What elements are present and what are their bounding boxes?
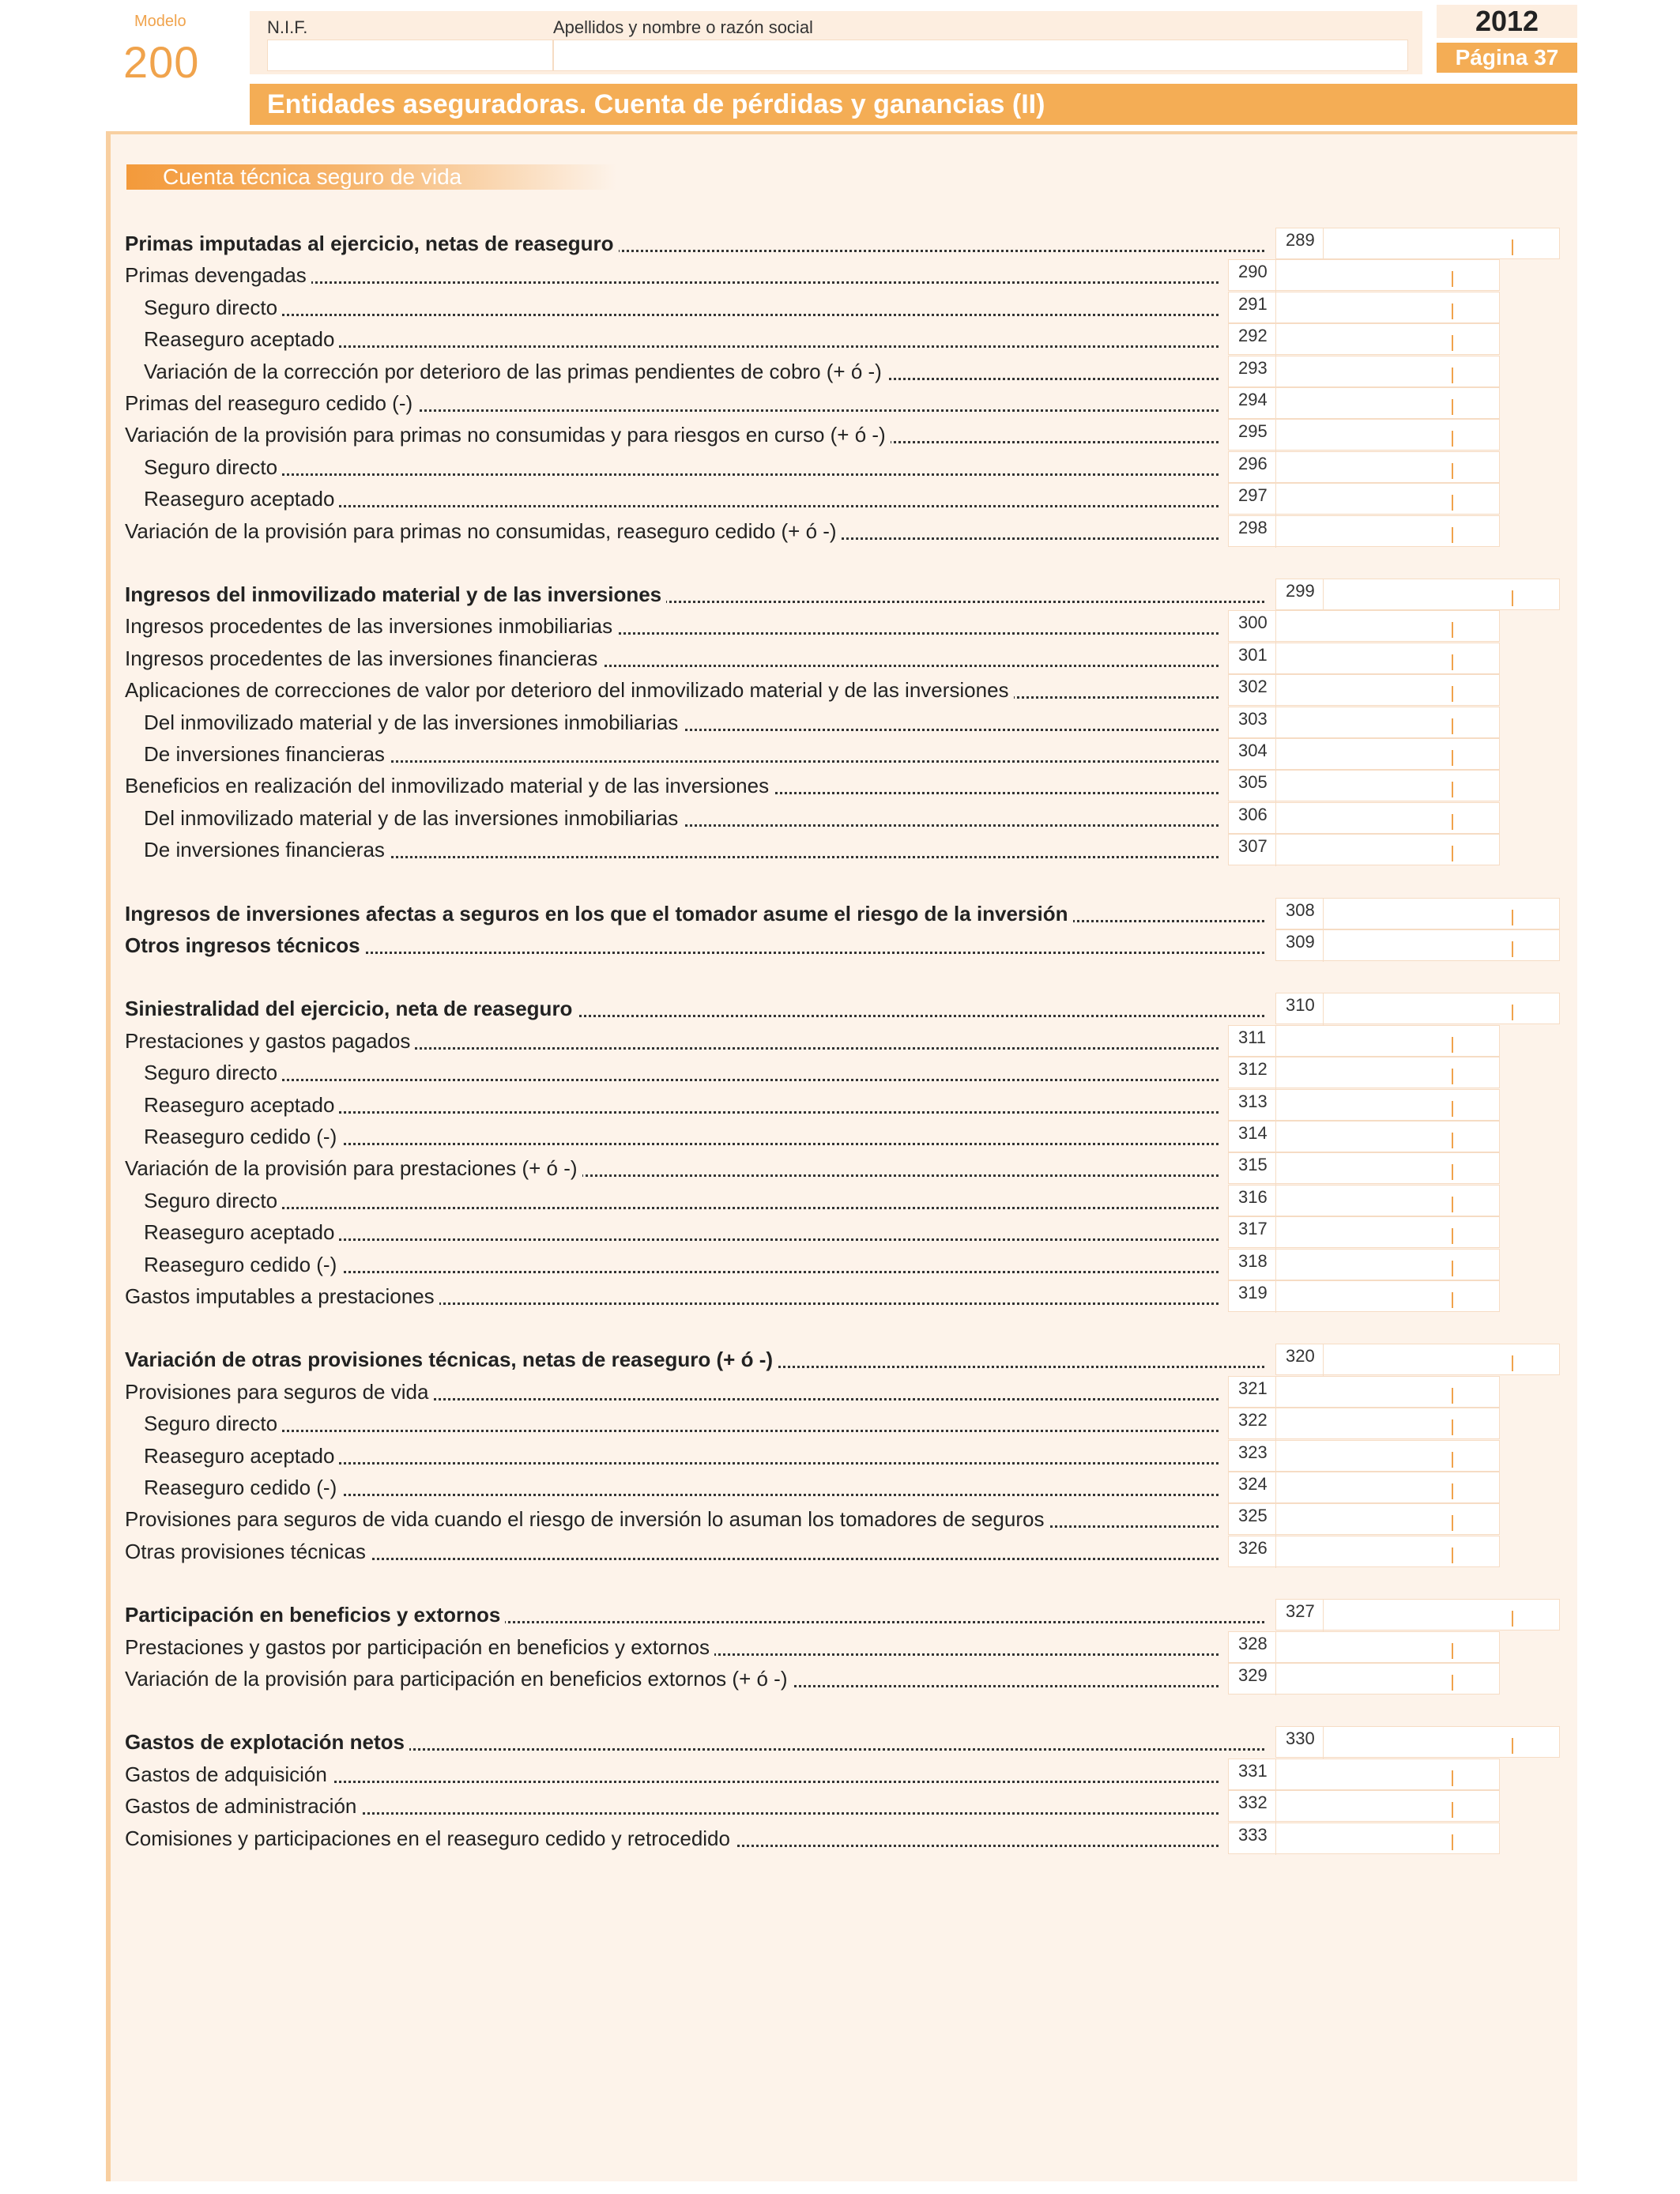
name-field[interactable]	[553, 40, 1408, 71]
dot-leader	[144, 473, 1219, 476]
form-row-308	[0, 898, 1680, 929]
row-label-text: Variación de la corrección por deterioro de las primas pendientes de cobro (+ ó -)	[144, 360, 887, 383]
row-label	[125, 579, 1264, 610]
amount-input-298[interactable]	[1276, 516, 1499, 546]
amount-box-299	[1275, 579, 1560, 610]
form-row-310	[0, 993, 1680, 1024]
amount-box-296	[1228, 451, 1500, 483]
amount-input-314[interactable]	[1276, 1122, 1499, 1152]
box-code: 301	[1229, 643, 1276, 675]
amount-input-302[interactable]	[1276, 675, 1499, 705]
row-label-text: Ingresos del inmovilizado material y de las inversiones	[125, 582, 666, 606]
amount-box-301	[1228, 643, 1500, 674]
amount-input-325[interactable]	[1276, 1504, 1499, 1534]
amount-box-328	[1228, 1631, 1500, 1663]
row-label-text: Provisiones para seguros de vida	[125, 1380, 433, 1404]
page-badge: Página 37	[1437, 43, 1577, 73]
form-row-313	[0, 1089, 1680, 1121]
amount-input-310[interactable]	[1324, 993, 1559, 1023]
box-code: 309	[1276, 930, 1324, 962]
row-label-text: De inversiones financieras	[144, 742, 390, 766]
box-code: 303	[1229, 707, 1276, 739]
amount-box-330	[1275, 1726, 1560, 1758]
row-label-text: Otras provisiones técnicas	[125, 1540, 371, 1563]
row-label	[144, 451, 1219, 483]
amount-box-318	[1228, 1249, 1500, 1280]
box-code: 299	[1276, 579, 1324, 611]
row-label	[144, 707, 1219, 738]
amount-input-307[interactable]	[1276, 835, 1499, 865]
amount-input-299[interactable]	[1324, 579, 1559, 609]
row-label	[125, 1759, 1219, 1790]
row-label-text: Seguro directo	[144, 1412, 282, 1435]
box-code: 292	[1229, 324, 1276, 356]
row-label	[125, 1726, 1264, 1758]
amount-input-324[interactable]	[1276, 1472, 1499, 1502]
form-row-305	[0, 770, 1680, 801]
row-label	[125, 643, 1219, 674]
modelo-label: Modelo	[134, 13, 186, 30]
row-label	[125, 1280, 1219, 1312]
form-row-314	[0, 1121, 1680, 1152]
row-label-text: Comisiones y participaciones en el reaseguro cedido y retrocedido	[125, 1826, 735, 1850]
form-row-293	[0, 356, 1680, 387]
row-label-text: Provisiones para seguros de vida cuando el riesgo de inversión lo asuman los tomadores de seguros	[125, 1507, 1049, 1531]
row-label	[144, 1216, 1219, 1248]
amount-input-293[interactable]	[1276, 356, 1499, 386]
row-label	[144, 834, 1219, 865]
box-code: 298	[1229, 516, 1276, 548]
amount-box-323	[1228, 1440, 1500, 1472]
row-label	[125, 898, 1264, 929]
row-label	[125, 770, 1219, 801]
row-label	[125, 993, 1264, 1024]
row-label-text: Del inmovilizado material y de las inversiones inmobiliarias	[144, 711, 683, 734]
form-row-291	[0, 292, 1680, 323]
row-label-text: Reaseguro aceptado	[144, 487, 339, 511]
amount-box-304	[1228, 738, 1500, 770]
box-code: 325	[1229, 1504, 1276, 1536]
amount-input-322[interactable]	[1276, 1408, 1499, 1438]
form-row-297	[0, 483, 1680, 515]
amount-input-292[interactable]	[1276, 324, 1499, 354]
row-label-text: Seguro directo	[144, 1061, 282, 1084]
amount-box-289	[1275, 228, 1560, 259]
amount-box-324	[1228, 1472, 1500, 1503]
form-row-321	[0, 1376, 1680, 1408]
box-code: 291	[1229, 292, 1276, 324]
form-row-324	[0, 1472, 1680, 1503]
box-code: 293	[1229, 356, 1276, 388]
row-label	[125, 259, 1219, 291]
amount-input-303[interactable]	[1276, 707, 1499, 737]
amount-input-306[interactable]	[1276, 803, 1499, 833]
row-label	[125, 674, 1219, 706]
year-badge: 2012	[1437, 5, 1577, 38]
amount-input-316[interactable]	[1276, 1186, 1499, 1216]
box-code: 290	[1229, 260, 1276, 292]
amount-input-305[interactable]	[1276, 771, 1499, 801]
amount-box-326	[1228, 1536, 1500, 1567]
amount-input-294[interactable]	[1276, 388, 1499, 418]
row-label	[144, 1440, 1219, 1472]
row-label	[125, 1152, 1219, 1184]
amount-box-325	[1228, 1503, 1500, 1535]
box-code: 326	[1229, 1536, 1276, 1568]
amount-box-290	[1228, 259, 1500, 291]
row-label-text: Reaseguro cedido (-)	[144, 1125, 341, 1148]
amount-input-320[interactable]	[1324, 1344, 1559, 1374]
amount-input-323[interactable]	[1276, 1441, 1499, 1471]
box-code: 300	[1229, 611, 1276, 643]
amount-input-329[interactable]	[1276, 1664, 1499, 1694]
amount-box-291	[1228, 292, 1500, 323]
box-code: 320	[1276, 1344, 1324, 1376]
box-code: 302	[1229, 675, 1276, 707]
row-label	[125, 1599, 1264, 1630]
form-row-329	[0, 1663, 1680, 1695]
row-label-text: De inversiones financieras	[144, 838, 390, 861]
amount-input-326[interactable]	[1276, 1536, 1499, 1566]
amount-box-315	[1228, 1152, 1500, 1184]
row-label-text: Siniestralidad del ejercicio, neta de reaseguro	[125, 997, 577, 1020]
row-label	[125, 1344, 1264, 1375]
nif-field[interactable]	[267, 40, 553, 71]
row-label	[144, 802, 1219, 834]
form-row-327	[0, 1599, 1680, 1630]
amount-box-300	[1228, 610, 1500, 642]
amount-input-296[interactable]	[1276, 452, 1499, 482]
row-label-text: Seguro directo	[144, 455, 282, 479]
dot-leader	[144, 1430, 1219, 1432]
form-row-326	[0, 1536, 1680, 1567]
amount-input-312[interactable]	[1276, 1057, 1499, 1088]
row-label-text: Gastos de administración	[125, 1794, 361, 1818]
box-code: 323	[1229, 1441, 1276, 1472]
row-label	[144, 483, 1219, 515]
amount-input-300[interactable]	[1276, 611, 1499, 641]
box-code: 311	[1229, 1026, 1276, 1057]
row-label-text: Beneficios en realización del inmovilizado material y de las inversiones	[125, 774, 774, 797]
box-code: 324	[1229, 1472, 1276, 1504]
amount-box-310	[1275, 993, 1560, 1024]
row-label-text: Reaseguro cedido (-)	[144, 1476, 341, 1499]
form-row-316	[0, 1185, 1680, 1216]
row-label-text: Gastos de adquisición	[125, 1762, 332, 1786]
row-label	[144, 1408, 1219, 1439]
row-label	[125, 1025, 1219, 1057]
box-code: 310	[1276, 993, 1324, 1025]
row-label-text: Reaseguro cedido (-)	[144, 1253, 341, 1276]
row-label-text: Reaseguro aceptado	[144, 1220, 339, 1244]
amount-input-289[interactable]	[1324, 228, 1559, 258]
row-label	[144, 356, 1219, 387]
amount-box-309	[1275, 929, 1560, 961]
row-label-text: Ingresos procedentes de las inversiones financieras	[125, 647, 602, 670]
amount-box-311	[1228, 1025, 1500, 1057]
amount-box-308	[1275, 898, 1560, 929]
row-label	[144, 1089, 1219, 1121]
form-row-319	[0, 1280, 1680, 1312]
form-row-332	[0, 1790, 1680, 1822]
page-title: Entidades aseguradoras. Cuenta de pérdidas y ganancias (II)	[250, 84, 1577, 125]
box-code: 330	[1276, 1727, 1324, 1759]
row-label	[125, 1790, 1219, 1822]
row-label-text: Prestaciones y gastos por participación en beneficios y extornos	[125, 1635, 714, 1659]
amount-box-298	[1228, 515, 1500, 547]
row-label	[125, 1823, 1219, 1854]
row-label-text: Reaseguro aceptado	[144, 1444, 339, 1468]
row-label-text: Aplicaciones de correcciones de valor por deterioro del inmovilizado material y de las inversiones	[125, 678, 1014, 702]
box-code: 312	[1229, 1057, 1276, 1089]
box-code: 322	[1229, 1408, 1276, 1440]
amount-input-311[interactable]	[1276, 1026, 1499, 1056]
section-title: Cuenta técnica seguro de vida	[126, 164, 616, 190]
form-row-300	[0, 610, 1680, 642]
amount-input-327[interactable]	[1324, 1600, 1559, 1630]
row-label-text: Reaseguro aceptado	[144, 1093, 339, 1117]
box-code: 305	[1229, 771, 1276, 802]
row-label	[125, 228, 1264, 259]
amount-input-319[interactable]	[1276, 1281, 1499, 1311]
form-row-296	[0, 451, 1680, 483]
box-code: 304	[1229, 739, 1276, 771]
row-label	[125, 929, 1264, 961]
form-row-322	[0, 1408, 1680, 1439]
box-code: 289	[1276, 228, 1324, 260]
row-label-text: Variación de la provisión para primas no consumidas y para riesgos en curso (+ ó -)	[125, 423, 891, 447]
amount-box-327	[1275, 1599, 1560, 1630]
amount-box-320	[1275, 1344, 1560, 1375]
row-label	[144, 1121, 1219, 1152]
amount-input-313[interactable]	[1276, 1090, 1499, 1120]
row-label-text: Variación de la provisión para participación en beneficios extornos (+ ó -)	[125, 1667, 792, 1691]
form-row-307	[0, 834, 1680, 865]
dot-leader	[144, 1207, 1219, 1209]
box-code: 329	[1229, 1664, 1276, 1695]
row-label-text: Primas devengadas	[125, 263, 311, 287]
amount-box-297	[1228, 483, 1500, 515]
box-code: 297	[1229, 484, 1276, 515]
row-label-text: Primas imputadas al ejercicio, netas de reaseguro	[125, 232, 619, 255]
row-label-text: Participación en beneficios y extornos	[125, 1603, 505, 1627]
row-label-text: Gastos de explotación netos	[125, 1730, 409, 1754]
form-row-315	[0, 1152, 1680, 1184]
dot-leader	[144, 1079, 1219, 1081]
amount-input-291[interactable]	[1276, 292, 1499, 322]
amount-box-321	[1228, 1376, 1500, 1408]
amount-box-302	[1228, 674, 1500, 706]
name-label: Apellidos y nombre o razón social	[553, 17, 813, 37]
row-label	[144, 1057, 1219, 1088]
row-label-text: Reaseguro aceptado	[144, 327, 339, 351]
amount-input-321[interactable]	[1276, 1377, 1499, 1407]
row-label	[125, 610, 1219, 642]
form-row-302	[0, 674, 1680, 706]
amount-box-314	[1228, 1121, 1500, 1152]
box-code: 316	[1229, 1186, 1276, 1217]
box-code: 321	[1229, 1377, 1276, 1408]
row-label-text: Variación de otras provisiones técnicas, netas de reaseguro (+ ó -)	[125, 1348, 778, 1371]
amount-box-319	[1228, 1280, 1500, 1312]
modelo-number: 200	[123, 37, 200, 87]
form-row-292	[0, 323, 1680, 355]
row-label-text: Seguro directo	[144, 296, 282, 319]
row-label-text: Del inmovilizado material y de las inversiones inmobiliarias	[144, 806, 683, 830]
amount-input-309[interactable]	[1324, 930, 1559, 960]
amount-box-305	[1228, 770, 1500, 801]
box-code: 319	[1229, 1281, 1276, 1313]
amount-box-333	[1228, 1823, 1500, 1854]
form-row-290	[0, 259, 1680, 291]
box-code: 306	[1229, 803, 1276, 835]
form-row-331	[0, 1759, 1680, 1790]
box-code: 296	[1229, 452, 1276, 484]
row-label	[125, 419, 1219, 450]
form-row-289	[0, 228, 1680, 259]
row-label-text: Otros ingresos técnicos	[125, 933, 365, 957]
row-label	[144, 292, 1219, 323]
row-label-text: Prestaciones y gastos pagados	[125, 1029, 415, 1053]
row-label	[125, 1536, 1219, 1567]
box-code: 318	[1229, 1250, 1276, 1281]
box-code: 314	[1229, 1122, 1276, 1153]
form-row-294	[0, 387, 1680, 419]
row-label	[125, 515, 1219, 547]
amount-input-295[interactable]	[1276, 420, 1499, 450]
amount-box-295	[1228, 419, 1500, 450]
taxpayer-header	[250, 11, 1422, 74]
form-row-301	[0, 643, 1680, 674]
amount-box-332	[1228, 1790, 1500, 1822]
row-label	[125, 1376, 1219, 1408]
form-row-318	[0, 1249, 1680, 1280]
amount-box-306	[1228, 802, 1500, 834]
box-code: 328	[1229, 1632, 1276, 1664]
box-code: 308	[1276, 899, 1324, 930]
amount-box-331	[1228, 1759, 1500, 1790]
amount-input-331[interactable]	[1276, 1759, 1499, 1789]
amount-box-293	[1228, 356, 1500, 387]
amount-input-301[interactable]	[1276, 643, 1499, 673]
form-row-304	[0, 738, 1680, 770]
amount-input-328[interactable]	[1276, 1632, 1499, 1662]
form-row-320	[0, 1344, 1680, 1375]
box-code: 315	[1229, 1153, 1276, 1185]
row-label-text: Ingresos procedentes de las inversiones inmobiliarias	[125, 614, 617, 638]
amount-input-317[interactable]	[1276, 1217, 1499, 1247]
form-row-303	[0, 707, 1680, 738]
box-code: 294	[1229, 388, 1276, 420]
form-row-312	[0, 1057, 1680, 1088]
amount-input-318[interactable]	[1276, 1250, 1499, 1280]
box-code: 333	[1229, 1823, 1276, 1855]
amount-box-317	[1228, 1216, 1500, 1248]
amount-input-330[interactable]	[1324, 1727, 1559, 1757]
amount-input-304[interactable]	[1276, 739, 1499, 769]
amount-box-313	[1228, 1089, 1500, 1121]
box-code: 317	[1229, 1217, 1276, 1249]
form-row-295	[0, 419, 1680, 450]
row-label-text: Seguro directo	[144, 1189, 282, 1212]
row-label-text: Variación de la provisión para prestaciones (+ ó -)	[125, 1156, 582, 1180]
row-label-text: Gastos imputables a prestaciones	[125, 1284, 439, 1308]
box-code: 313	[1229, 1090, 1276, 1122]
row-label-text: Variación de la provisión para primas no consumidas, reaseguro cedido (+ ó -)	[125, 519, 842, 543]
box-code: 307	[1229, 835, 1276, 866]
row-label	[125, 1663, 1219, 1695]
box-code: 332	[1229, 1791, 1276, 1823]
form-row-333	[0, 1823, 1680, 1854]
amount-input-290[interactable]	[1276, 260, 1499, 290]
form-row-325	[0, 1503, 1680, 1535]
amount-input-308[interactable]	[1324, 899, 1559, 929]
form-row-311	[0, 1025, 1680, 1057]
form-row-298	[0, 515, 1680, 547]
row-label	[144, 738, 1219, 770]
amount-box-322	[1228, 1408, 1500, 1439]
row-label	[144, 323, 1219, 355]
dot-leader	[144, 314, 1219, 316]
amount-input-332[interactable]	[1276, 1791, 1499, 1821]
amount-input-297[interactable]	[1276, 484, 1499, 514]
row-label-text: Ingresos de inversiones afectas a seguros en los que el tomador asume el riesgo de la inversión	[125, 902, 1073, 925]
form-row-306	[0, 802, 1680, 834]
amount-box-307	[1228, 834, 1500, 865]
row-label	[144, 1185, 1219, 1216]
amount-box-329	[1228, 1663, 1500, 1695]
form-row-299	[0, 579, 1680, 610]
amount-box-316	[1228, 1185, 1500, 1216]
form-row-317	[0, 1216, 1680, 1248]
amount-box-312	[1228, 1057, 1500, 1088]
row-label	[125, 1503, 1219, 1535]
form-row-323	[0, 1440, 1680, 1472]
amount-box-294	[1228, 387, 1500, 419]
amount-input-333[interactable]	[1276, 1823, 1499, 1853]
box-code: 331	[1229, 1759, 1276, 1791]
amount-box-292	[1228, 323, 1500, 355]
row-label-text: Primas del reaseguro cedido (-)	[125, 391, 417, 415]
row-label	[125, 387, 1219, 419]
form-row-330	[0, 1726, 1680, 1758]
box-code: 327	[1276, 1600, 1324, 1631]
row-label	[144, 1249, 1219, 1280]
row-label	[125, 1631, 1219, 1663]
row-label	[144, 1472, 1219, 1503]
form-row-309	[0, 929, 1680, 961]
form-row-328	[0, 1631, 1680, 1663]
amount-input-315[interactable]	[1276, 1153, 1499, 1183]
box-code: 295	[1229, 420, 1276, 451]
amount-box-303	[1228, 707, 1500, 738]
nif-label: N.I.F.	[267, 17, 308, 37]
